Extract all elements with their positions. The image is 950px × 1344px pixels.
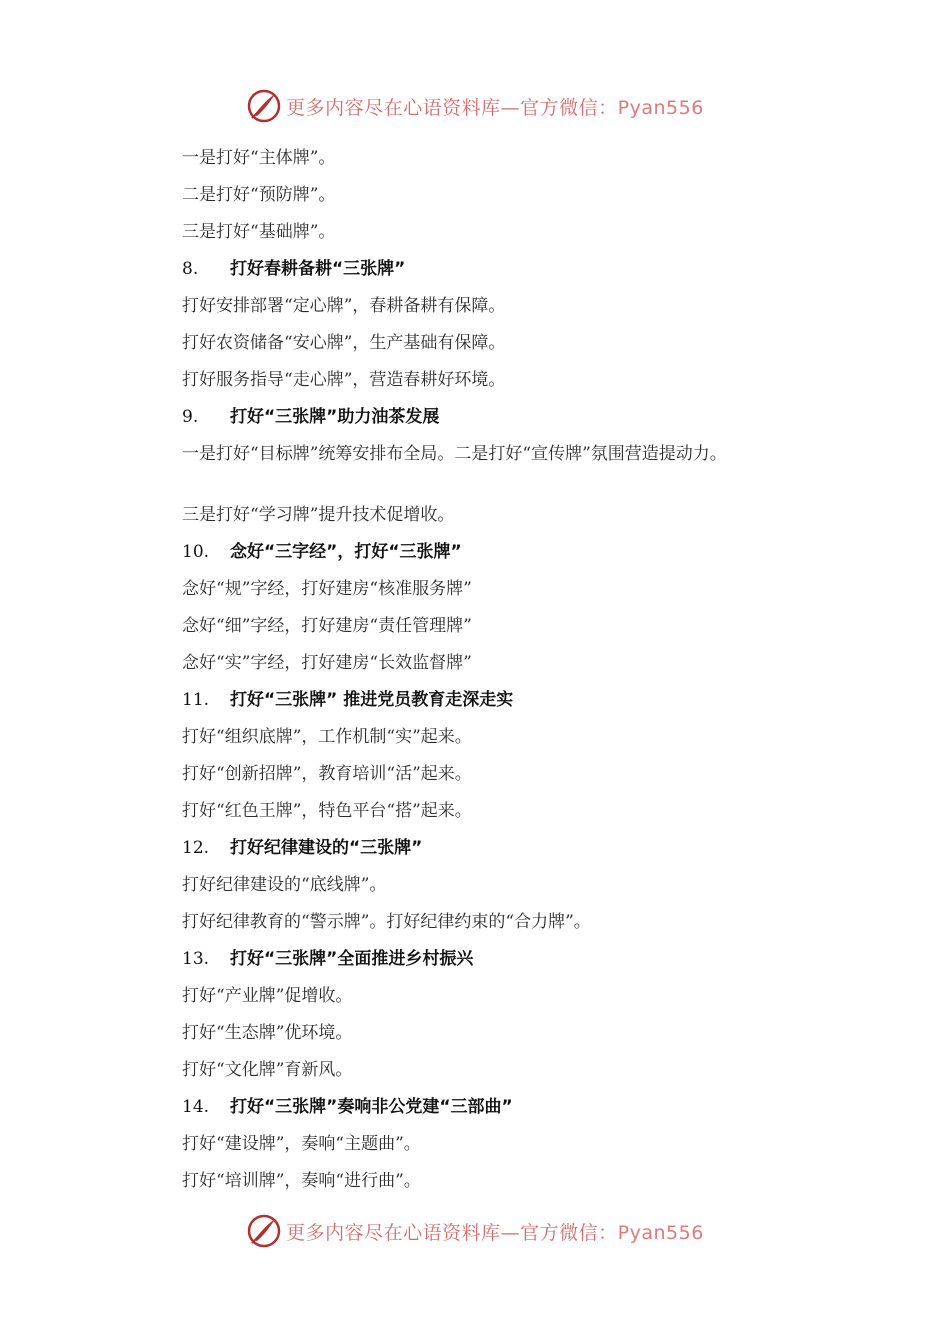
- header-banner: [0, 86, 950, 126]
- paragraph: 打好“文化牌”育新风。: [182, 1060, 353, 1080]
- section-heading: 14. 打好“三张牌”奏响非公党建“三部曲”: [182, 1097, 513, 1117]
- section-heading: 8. 打好春耕备耕“三张牌”: [182, 259, 406, 279]
- banner-text: 更多内容尽在心语资料库—官方微信：Pyan556: [286, 96, 704, 119]
- quill-logo-icon: [246, 1213, 282, 1249]
- paragraph: 打好“建设牌”，奏响“主题曲”。: [182, 1134, 421, 1154]
- paragraph: 打好安排部署“定心牌”，春耕备耕有保障。: [182, 296, 506, 316]
- paragraph: 三是打好“基础牌”。: [182, 222, 336, 242]
- paragraph: 打好“创新招牌”，教育培训“活”起来。: [182, 764, 472, 784]
- footer-banner: [0, 1211, 950, 1251]
- paragraph: 二是打好“预防牌”。: [182, 185, 336, 205]
- paragraph: 打好农资储备“安心牌”，生产基础有保障。: [182, 333, 506, 353]
- paragraph: 念好“规”字经，打好建房“核准服务牌”: [182, 579, 472, 599]
- banner-text: 更多内容尽在心语资料库—官方微信：Pyan556: [286, 1221, 704, 1244]
- paragraph: 打好纪律教育的“警示牌”。打好纪律约束的“合力牌”。: [182, 912, 591, 932]
- section-heading: 10. 念好“三字经”，打好“三张牌”: [182, 542, 462, 562]
- section-heading: 9. 打好“三张牌”助力油茶发展: [182, 407, 440, 427]
- paragraph: 打好纪律建设的“底线牌”。: [182, 875, 387, 895]
- paragraph: 打好“产业牌”促增收。: [182, 986, 353, 1006]
- section-heading: 12. 打好纪律建设的“三张牌”: [182, 838, 423, 858]
- paragraph: 打好“红色王牌”，特色平台“搭”起来。: [182, 801, 472, 821]
- paragraph: 一是打好“目标牌”统筹安排布全局。二是打好“宣传牌”氛围营造提动力。: [182, 444, 727, 464]
- paragraph: 打好服务指导“走心牌”，营造春耕好环境。: [182, 370, 506, 390]
- section-heading: 11. 打好“三张牌” 推进党员教育走深走实: [182, 690, 514, 710]
- paragraph: 三是打好“学习牌”提升技术促增收。: [182, 505, 455, 525]
- paragraph: 念好“细”字经，打好建房“责任管理牌”: [182, 616, 472, 636]
- quill-logo-icon: [246, 88, 282, 124]
- paragraph: 打好“培训牌”，奏响“进行曲”。: [182, 1171, 421, 1191]
- paragraph: 打好“生态牌”优环境。: [182, 1023, 353, 1043]
- paragraph: 打好“组织底牌”，工作机制“实”起来。: [182, 727, 472, 747]
- paragraph: 一是打好“主体牌”。: [182, 148, 336, 168]
- section-heading: 13. 打好“三张牌”全面推进乡村振兴: [182, 949, 474, 969]
- paragraph: 念好“实”字经，打好建房“长效监督牌”: [182, 653, 472, 673]
